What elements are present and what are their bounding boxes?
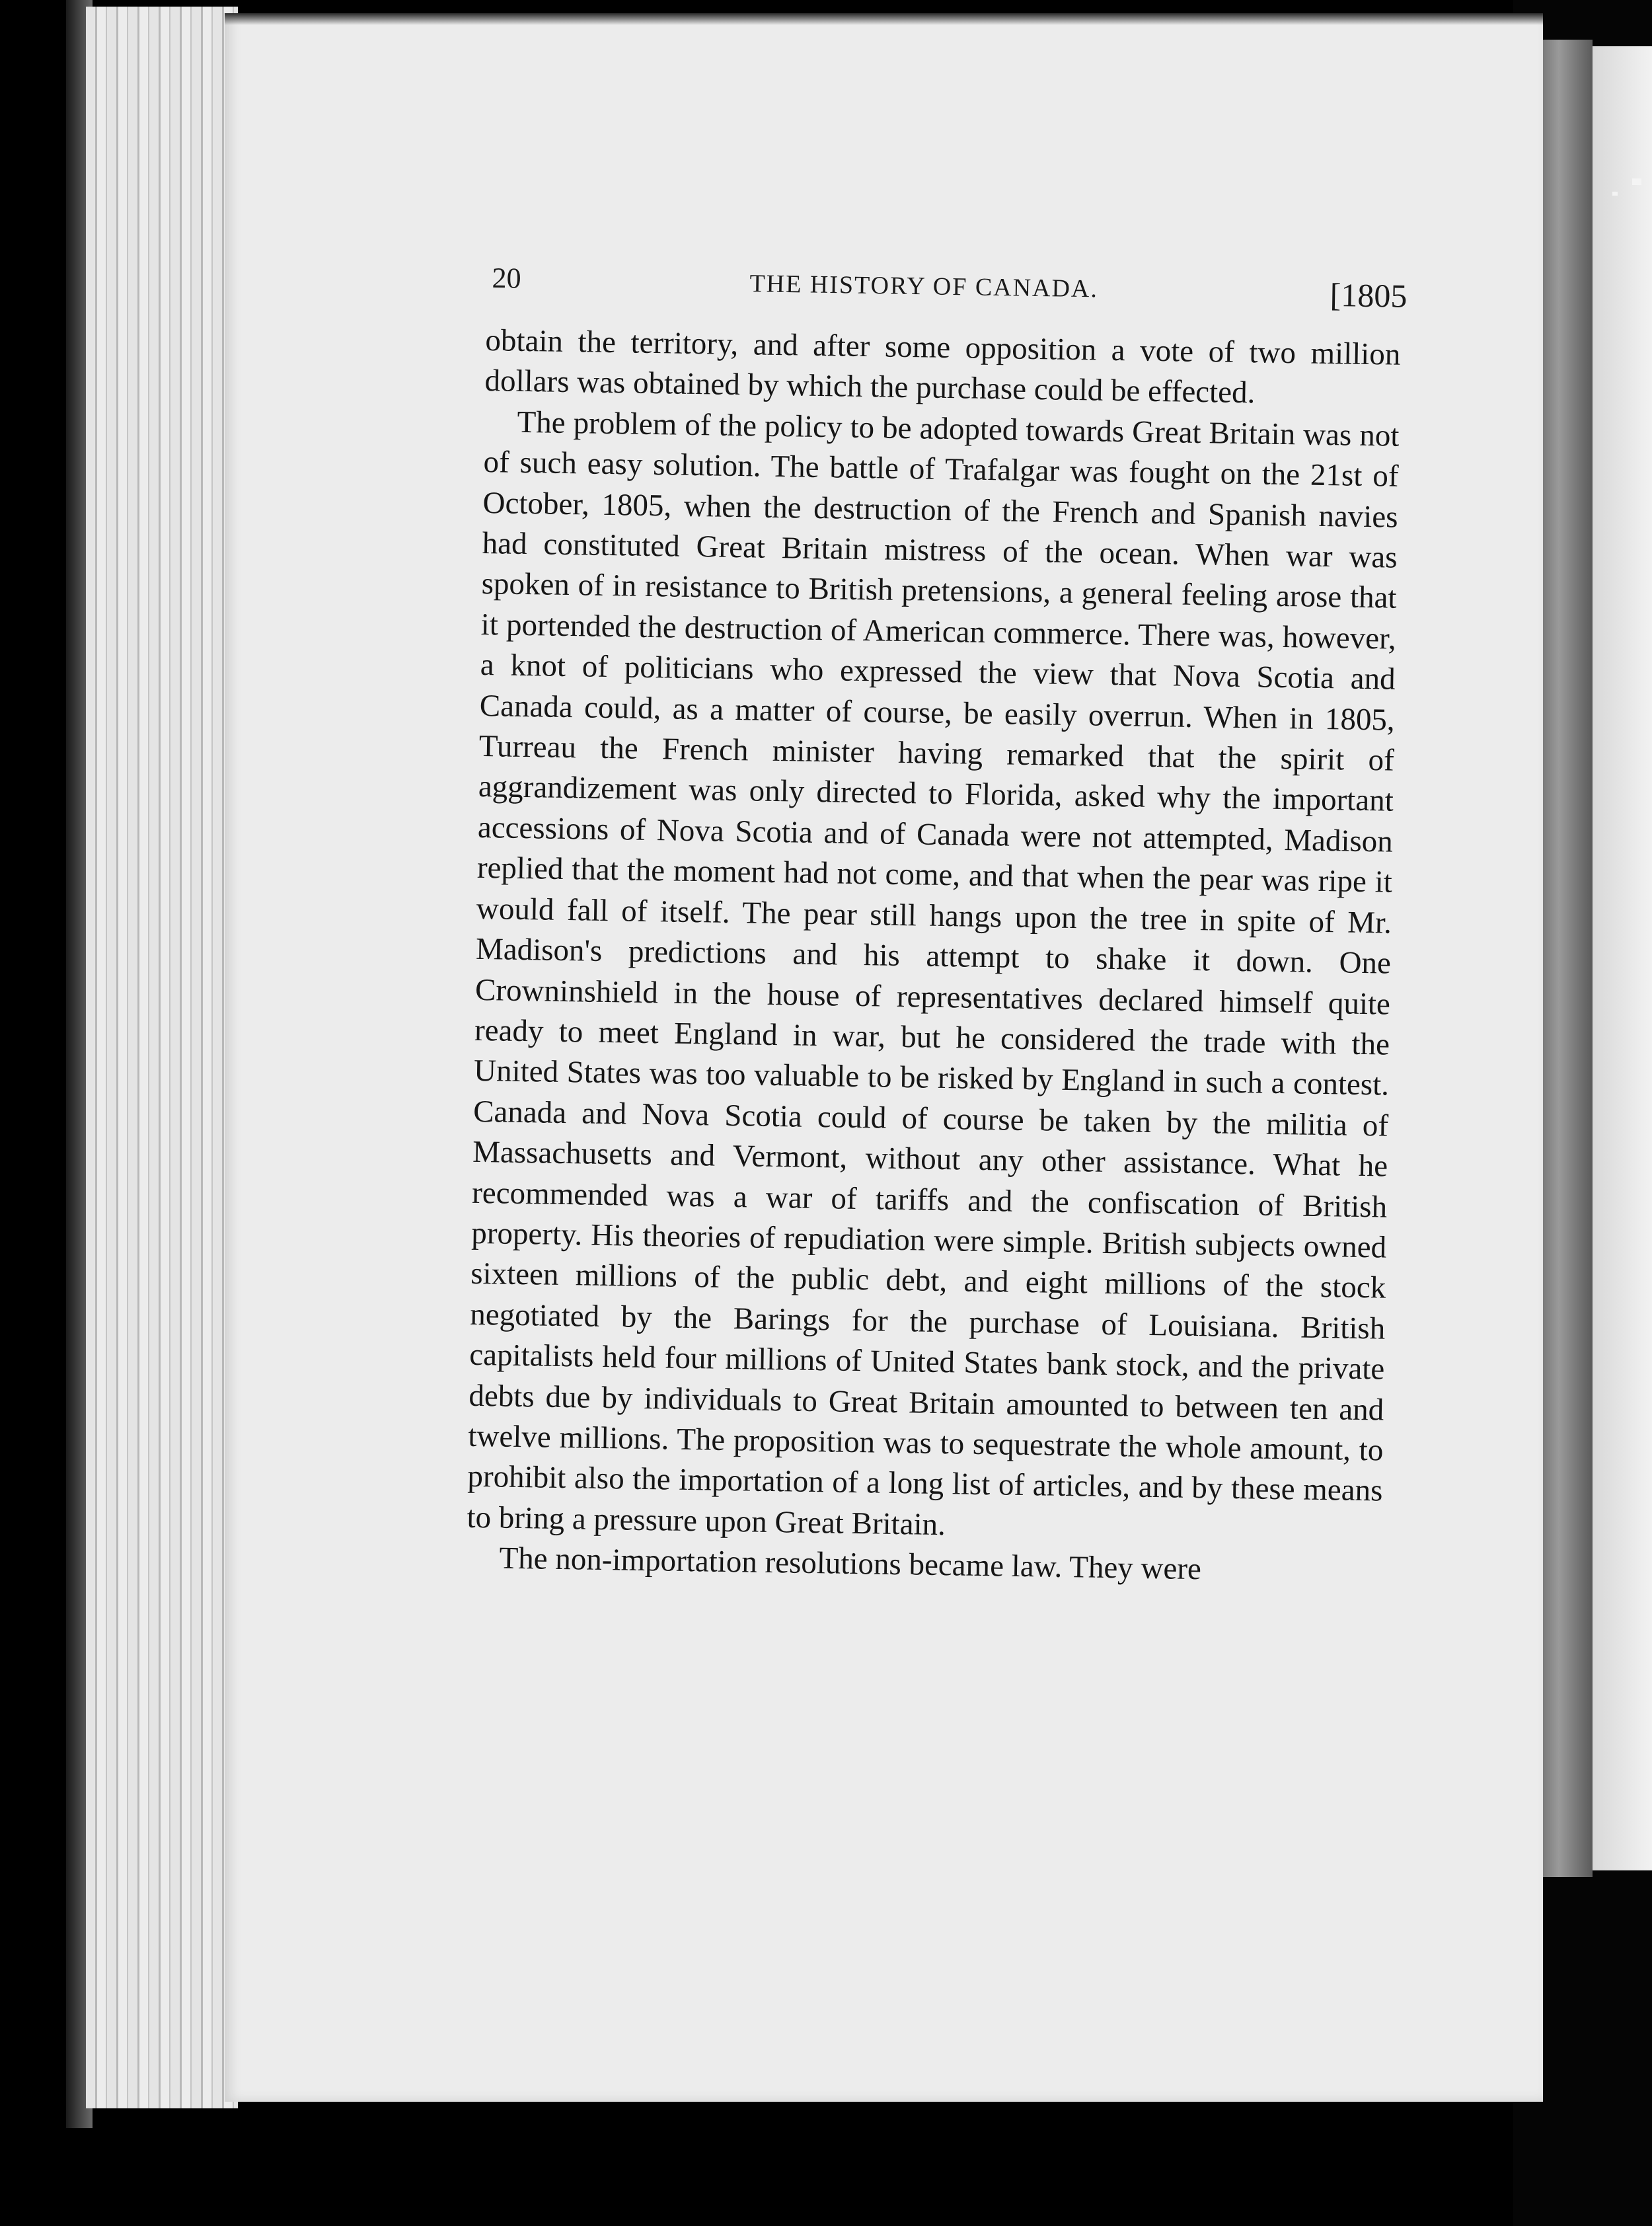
running-title: THE HISTORY OF CANADA. bbox=[749, 270, 1099, 303]
paragraph: The problem of the policy to be adopted towards Great Britain was not of such easy solution. The battle of Trafalgar was fought on the 21st of October, 1805, when the destruction of the French and Spanish navies had constituted Great Britain mistress of the ocean. When war was spoken of in resistance to British pretensions, a general feeling arose that it portended the destruction of American commerce. There was, however, a knot of politicians who expressed the view that Nova Scotia and Canada could, as a matter of course, be easily overrun. When in 1805, Turreau the French minister having remarked that the spirit of aggrandizement was only directed to Florida, asked why the important accessions of Nova Scotia and of Canada were not attempted, Madison replied that the moment had not come, and that when the pear was ripe it would fall of itself. The pear still hangs upon the tree in spite of Mr. Madison's predictions and his attempt to shake it down. One Crowninshield in the house of representatives declared himself quite ready to meet England in war, but he considered the trade with the United States was too valuable to be risked by England in such a contest. Canada and Nova Scotia could of course be taken by the militia of Massachusetts and Vermont, without any other assistance. What he recommended was a war of tariffs and the confiscation of British property. His theories of repudiation were simple. British subjects owned sixteen millions of the public debt, and eight millions of the stock negotiated by the Barings for the purchase of Louisiana. British capitalists held four millions of United States bank stock, and the private debts due by individuals to Great Britain amounted to between ten and twelve millions. The proposition was to sequestrate the whole amount, to prohibit also the importation of a long list of articles, and by these means to bring a pressure upon Great Britain. bbox=[467, 404, 1400, 1542]
dust-speck bbox=[1612, 192, 1618, 196]
paragraph: The non-importation resolutions became law. They were bbox=[499, 1541, 1202, 1587]
gutter-shadow bbox=[1536, 40, 1593, 1877]
page-number: 20 bbox=[492, 261, 521, 295]
page-top-shadow bbox=[225, 13, 1543, 25]
body-text bbox=[466, 321, 1401, 1593]
page-stack-edges bbox=[86, 7, 238, 2108]
dust-speck bbox=[1632, 178, 1641, 185]
running-year: [1805 bbox=[1330, 276, 1408, 315]
facing-page-edge bbox=[1593, 46, 1652, 1870]
paragraph-continued: obtain the territory, and after some opposition a vote of two million dollars was obtained by which the purchase could be effected. bbox=[484, 323, 1401, 410]
